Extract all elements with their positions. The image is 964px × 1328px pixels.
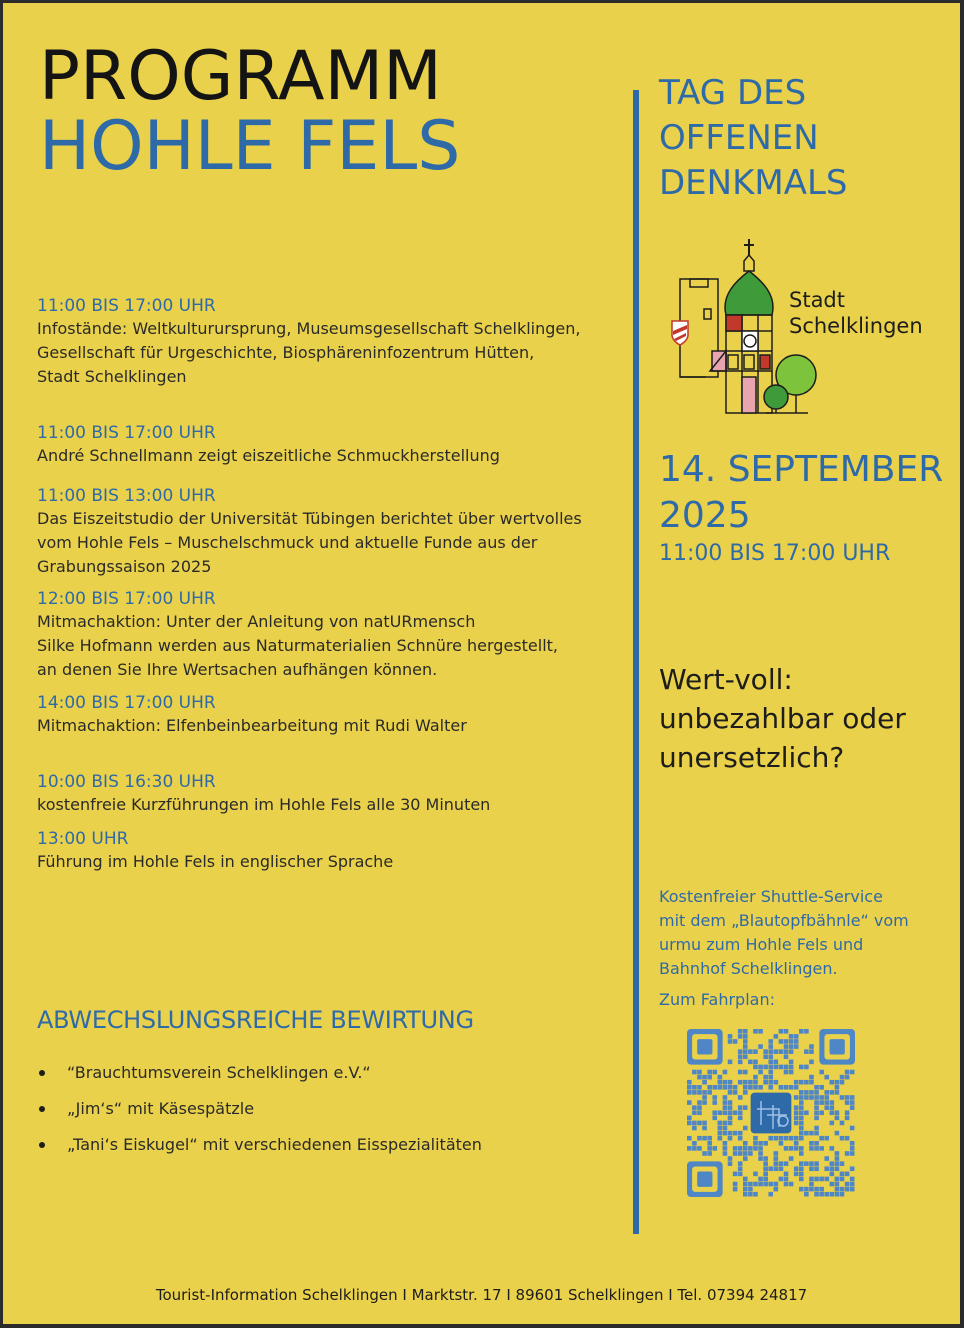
program-time: 11:00 BIS 13:00 UHR — [37, 486, 216, 506]
program-description: Infostände: Weltkulturursprung, Museumsgesellschaft Schelklingen, Gesellschaft für Urgeschichte, Biosphäreninfozentrum Hütten, Stadt Schelklingen — [37, 319, 581, 386]
program-entry — [37, 485, 627, 579]
catering-title: ABWECHSLUNGSREICHE BEWIRTUNG — [37, 1006, 474, 1034]
event-type: TAG DES OFFENEN DENKMALS — [659, 73, 848, 203]
program-time: 14:00 BIS 17:00 UHR — [37, 693, 216, 713]
program-description: kostenfreie Kurzführungen im Hohle Fels alle 30 Minuten — [37, 795, 491, 814]
program-description: Führung im Hohle Fels in englischer Sprache — [37, 852, 394, 871]
title-programm: PROGRAMM — [39, 37, 442, 116]
divider-line — [633, 90, 639, 1234]
shuttle-info: Kostenfreier Shuttle-Service mit dem „Blautopfbähnle“ vom urmu zum Hohle Fels und Bahnhof Schelklingen. — [659, 887, 909, 978]
program-time: 10:00 BIS 16:30 UHR — [37, 772, 216, 792]
program-entry — [37, 771, 627, 817]
title-hohle-fels: HOHLE FELS — [39, 107, 461, 186]
footer-contact: Tourist-Information Schelklingen I Marktstr. 17 I 89601 Schelklingen I Tel. 07394 24817 — [155, 1286, 808, 1304]
program-entry — [37, 295, 627, 389]
program-description: Mitmachaktion: Elfenbeinbearbeitung mit Rudi Walter — [37, 716, 467, 735]
fahrplan-label: Zum Fahrplan: — [659, 990, 775, 1009]
qr-code-icon[interactable] — [687, 1029, 855, 1197]
logo-text: Stadt Schelklingen — [789, 288, 923, 338]
event-time: 11:00 BIS 17:00 UHR — [659, 541, 891, 566]
program-entry — [37, 422, 627, 468]
program-entry — [37, 828, 627, 874]
flyer-page — [3, 3, 960, 1324]
catering-item: „Tani‘s Eiskugel“ mit verschiedenen Eisspezialitäten — [37, 1127, 482, 1163]
program-description: Das Eiszeitstudio der Universität Tübingen berichtet über wertvolles vom Hohle Fels – Muschelschmuck und aktuelle Funde aus der Grabungssaison 2025 — [37, 509, 582, 576]
program-entry — [37, 588, 627, 682]
program-time: 13:00 UHR — [37, 829, 129, 849]
event-date: 14. SEPTEMBER 2025 — [659, 449, 944, 536]
catering-item: “Brauchtumsverein Schelklingen e.V.“ — [37, 1055, 482, 1091]
program-time: 11:00 BIS 17:00 UHR — [37, 423, 216, 443]
catering-item: „Jim‘s“ mit Käsespätzle — [37, 1091, 482, 1127]
program-description: Mitmachaktion: Unter der Anleitung von natURmensch Silke Hofmann werden aus Naturmaterialien Schnüre hergestellt, an denen Sie Ihre Wertsachen aufhängen können. — [37, 612, 558, 679]
program-time: 11:00 BIS 17:00 UHR — [37, 296, 216, 316]
catering-list — [37, 1055, 482, 1163]
program-entry — [37, 692, 627, 738]
program-description: André Schnellmann zeigt eiszeitliche Schmuckherstellung — [37, 446, 500, 465]
event-motto: Wert-voll: unbezahlbar oder unersetzlich? — [659, 663, 906, 774]
program-time: 12:00 BIS 17:00 UHR — [37, 589, 216, 609]
